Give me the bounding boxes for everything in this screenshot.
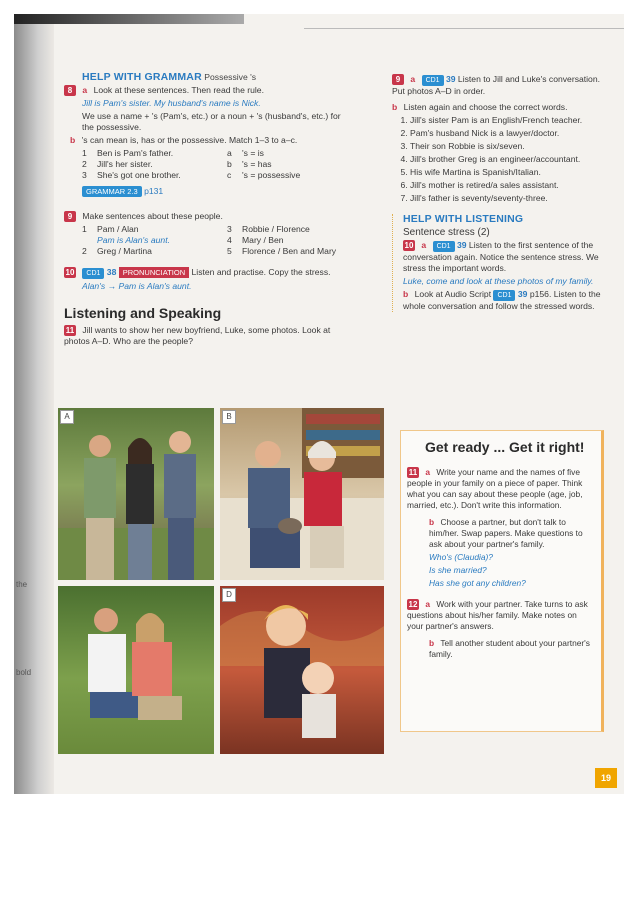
list-item: [82, 235, 354, 246]
list-item: 3. Their son Robbie is six/seven.: [410, 141, 612, 152]
page-number: 19: [595, 768, 617, 788]
cd-icon: CD1: [422, 75, 444, 86]
sub-label: b: [403, 289, 409, 299]
exercise-number: 11: [65, 326, 75, 335]
margin-note: bold: [16, 668, 32, 677]
choice-list: [392, 115, 612, 204]
item-option: 's = possessive: [242, 170, 301, 180]
instruction: Listen again and choose the correct words.: [403, 102, 568, 112]
cd-icon: CD1: [493, 290, 515, 301]
track-number: 39: [456, 240, 467, 250]
exercise-number: 9: [64, 211, 76, 222]
listening-subheading: Sentence stress (2): [403, 227, 490, 238]
stress-example: Luke, come and look at these photos of my family.: [403, 276, 594, 286]
item-text: Robbie / Florence: [242, 224, 310, 234]
photo-grid: [58, 408, 384, 754]
cd-icon: CD1: [82, 268, 104, 279]
list-item: [82, 246, 354, 257]
list-item: [82, 170, 354, 181]
grammar-reference-page: p131: [144, 186, 164, 196]
sub-label: b: [429, 517, 435, 527]
item-text: Ben is Pam's father.: [97, 148, 174, 158]
instruction: Look at these sentences. Then read the rule.: [93, 85, 264, 95]
list-item: 5. His wife Martina is Spanish/Italian.: [410, 167, 612, 178]
track-number: 38: [106, 267, 117, 277]
instruction: Work with your partner. Take turns to ask questions about his/her family. Make notes on your partner's answers.: [407, 599, 588, 631]
exercise-number: 10: [65, 268, 75, 277]
item-text: Mary / Ben: [242, 235, 284, 245]
sub-label: a: [421, 240, 427, 250]
item-option: 's = is: [242, 148, 264, 158]
grammar-heading: HELP WITH GRAMMAR: [82, 71, 202, 83]
exercise-number: 11: [408, 468, 418, 477]
item-number: [82, 235, 97, 246]
list-item: 7. Jill's father is seventy/seventy-three.: [410, 193, 612, 204]
example-sentences: Jill is Pam's sister. My husband's name is Nick.: [82, 98, 261, 108]
family-photo-illustration: [58, 408, 214, 580]
sub-label: b: [429, 638, 435, 648]
instruction: p156. Listen to the whole conversation and follow the stressed words.: [403, 289, 601, 311]
item-text: Greg / Martina: [97, 246, 152, 256]
photo-label: B: [222, 410, 236, 424]
track-number: 39: [517, 289, 528, 299]
sub-label: b: [70, 135, 76, 145]
list-item: 1. Jill's sister Pam is an English/French teacher.: [410, 115, 612, 126]
item-letter: b: [227, 159, 232, 169]
family-photo-illustration: [220, 408, 384, 580]
photo-b: [220, 408, 384, 580]
exercise-number: 12: [408, 600, 418, 609]
item-number: 1: [82, 224, 87, 234]
section-heading: Listening and Speaking: [64, 305, 222, 321]
get-ready-body: [407, 465, 595, 662]
cd-icon: CD1: [433, 241, 455, 252]
sub-label: b: [392, 102, 398, 112]
photo-a: [58, 408, 214, 580]
list-item: 2. Pam's husband Nick is a lawyer/doctor.: [410, 128, 612, 139]
item-text: Jill's her sister.: [97, 159, 153, 169]
family-photo-illustration: [220, 586, 384, 754]
item-number: 4: [227, 235, 232, 245]
item-text: She's got one brother.: [97, 170, 181, 180]
list-item: 4. Jill's brother Greg is an engineer/accountant.: [410, 154, 612, 165]
photo-d: [220, 586, 384, 754]
instruction: Choose a partner, but don't talk to him/her. Swap papers. Make questions to ask about your partner's family.: [429, 517, 583, 549]
margin-note: the: [16, 580, 28, 589]
get-ready-title: Get ready ... Get it right!: [425, 439, 585, 455]
instruction: Listen to Jill and Luke's conversation. Put photos A–D in order.: [392, 74, 601, 96]
book-spine-shadow: [14, 14, 54, 794]
right-column: [392, 72, 612, 314]
item-text: Florence / Ben and Mary: [242, 246, 337, 256]
instruction: Look at Audio Script: [414, 289, 492, 299]
family-photo-illustration: [58, 586, 214, 754]
grammar-subheading: Possessive 's: [204, 72, 257, 82]
item-number: 2: [82, 159, 87, 169]
example-answer: Pam is Alan's aunt.: [97, 235, 170, 245]
photo-c: [58, 586, 214, 754]
item-number: 3: [227, 224, 232, 234]
sub-label: a: [82, 85, 88, 95]
item-letter: c: [227, 170, 232, 180]
instruction: 's can mean is, has or the possessive. Match 1–3 to a–c.: [81, 135, 298, 145]
scan-edge: [14, 14, 244, 24]
exercise-number: 10: [404, 241, 414, 250]
list-item: 6. Jill's mother is retired/a sales assistant.: [410, 180, 612, 191]
exercise-number: 8: [64, 85, 76, 96]
item-letter: a: [227, 148, 232, 158]
listening-heading: HELP WITH LISTENING: [403, 213, 524, 225]
item-number: 3: [82, 170, 87, 180]
photo-label: A: [60, 410, 74, 424]
pairs-list: [64, 224, 354, 257]
item-text: Pam / Alan: [97, 224, 139, 234]
track-number: 39: [445, 74, 456, 84]
sub-label: a: [410, 74, 416, 84]
list-item: [82, 224, 354, 235]
pronunciation-chip: PRONUNCIATION: [119, 267, 189, 278]
listening-help-box: [392, 214, 612, 312]
item-number: 2: [82, 246, 87, 256]
stress-example: Alan's → Pam is Alan's aunt.: [82, 281, 192, 291]
instruction: Tell another student about your partner's family.: [429, 638, 590, 659]
top-rule: [304, 28, 624, 29]
exercise-number: 9: [392, 74, 404, 85]
instruction: Make sentences about these people.: [82, 211, 223, 221]
instruction: Listen to the first sentence of the conversation again. Notice the sentence stress. We stress the important words.: [403, 240, 599, 273]
match-list: [64, 148, 354, 181]
instruction: Listen and practise. Copy the stress.: [191, 267, 331, 277]
list-item: [82, 148, 354, 159]
item-number: 1: [82, 148, 87, 158]
example-question: Is she married?: [429, 565, 487, 575]
photo-label: D: [222, 588, 236, 602]
grammar-rule: We use a name + 's (Pam's, etc.) or a noun + 's (husband's, etc.) for the possessive.: [82, 111, 341, 132]
item-number: 5: [227, 246, 232, 256]
grammar-reference-chip: GRAMMAR 2.3: [82, 186, 142, 197]
instruction: Write your name and the names of five people in your family on a piece of paper. Think what you can say about these people (age, job, married, etc.). Don't write this information.: [407, 467, 583, 510]
instruction: Jill wants to show her new boyfriend, Luke, some photos. Look at photos A–D. Who are the people?: [64, 325, 331, 346]
get-ready-box: [400, 430, 604, 732]
example-question: Has she got any children?: [429, 578, 526, 588]
textbook-page: [14, 14, 624, 794]
sub-label: a: [425, 599, 430, 609]
sub-label: a: [425, 467, 430, 477]
left-column: [64, 70, 354, 349]
item-option: 's = has: [242, 159, 272, 169]
list-item: [82, 159, 354, 170]
example-question: Who's (Claudia)?: [429, 552, 493, 562]
